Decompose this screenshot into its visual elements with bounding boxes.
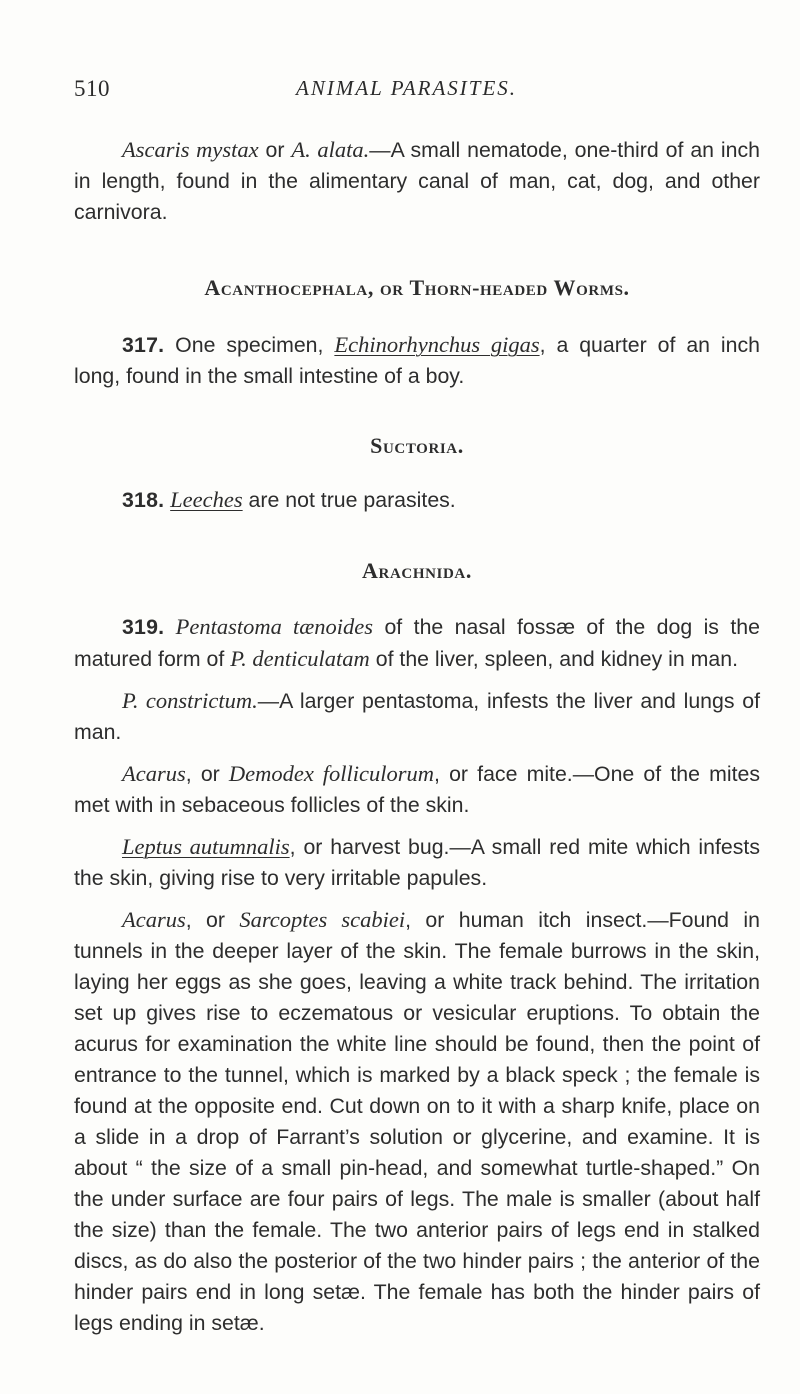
species-name: Echinorhynchus gigas xyxy=(334,332,540,357)
species-name: A. alata. xyxy=(291,137,370,162)
paragraph-leptus xyxy=(74,831,760,894)
species-name: Acarus xyxy=(122,761,186,786)
paragraph-317 xyxy=(74,329,760,392)
paragraph-ascaris xyxy=(74,134,760,228)
species-name: P. denticulatam xyxy=(230,646,370,671)
species-name: Leptus autumnalis xyxy=(122,834,290,859)
paragraph-sarcoptes xyxy=(74,904,760,1339)
paragraph-number: 318. xyxy=(122,488,165,512)
paragraph-number: 319. xyxy=(122,615,165,639)
paragraph-text: , or xyxy=(185,908,240,932)
page-number: 510 xyxy=(74,76,110,101)
paragraph-text: or xyxy=(258,138,292,162)
paragraph-text: , or face mite.—One of the mites met with in sebaceous follicles of the skin. xyxy=(74,762,760,817)
paragraph-text: —A larger pentastoma, infests the liver and lungs of man. xyxy=(74,689,760,744)
paragraph-319 xyxy=(74,611,760,675)
species-name: Acarus xyxy=(122,907,186,932)
paragraph-text: of the nasal fossæ of the dog is the matured form of xyxy=(74,615,760,671)
species-name: Leeches xyxy=(170,487,243,512)
paragraph-318 xyxy=(74,484,760,516)
paragraph-constrictum xyxy=(74,685,760,748)
paragraph-text: —A small nematode, one-third of an inch in length, found in the alimentary canal of man, cat, dog, and other carnivora. xyxy=(74,138,760,224)
paragraph-demodex xyxy=(74,758,760,821)
paragraph-text: , a quarter of an inch long, found in the small intestine of a boy. xyxy=(74,333,761,388)
paragraph-text: , or xyxy=(185,762,229,786)
species-name: Sarcoptes scabiei xyxy=(239,907,406,932)
paragraph-text: , or human itch insect.—Found in tunnels in the deeper layer of the skin. The female burrows in the skin, laying her eggs as she goes, leaving a white track behind. The irritation set up gives rise to eczematous or vesicular eruptions. To obtain the acurus for examination the white line should be found, then the point of entrance to the tunnel, which is marked by a black speck ; the female is found at the opposite end. Cut down on to it with a sharp knife, place on a slide in a drop of Farrant’s solution or glycerine, and examine. It is about “ the size of a small pin-head, and somewhat turtle-shaped.” On the under surface are four pairs of legs. The male is smaller (about half the size) than the female. The two anterior pairs of legs end in stalked discs, as do also the posterior of the two hinder pairs ; the anterior of the hinder pairs end in long setæ. The female has both the hinder pairs of legs ending in setæ. xyxy=(74,908,760,1335)
paragraph-text: are not true parasites. xyxy=(242,488,456,512)
running-title: ANIMAL PARASITES. xyxy=(296,76,518,100)
species-name: Pentastoma tænoides xyxy=(175,614,374,639)
section-heading-arachnida: Arachnida. xyxy=(362,558,472,583)
species-name: P. constrictum. xyxy=(122,688,258,713)
running-head xyxy=(74,76,760,112)
section-heading-acanthocephala: Acanthocephala, or Thorn-headed Worms. xyxy=(204,275,630,300)
paragraph-number: 317. xyxy=(122,333,165,357)
species-name: Demodex folliculorum xyxy=(228,761,434,786)
paragraph-text: , or harvest bug.—A small red mite which infests the skin, giving rise to very irritable papules. xyxy=(74,835,760,890)
paragraph-text: One specimen, xyxy=(164,333,335,357)
section-heading-suctoria: Suctoria. xyxy=(370,433,464,458)
species-name: Ascaris mystax xyxy=(122,137,259,162)
body-text xyxy=(74,134,760,1339)
paragraph-text: of the liver, spleen, and kidney in man. xyxy=(369,647,738,671)
